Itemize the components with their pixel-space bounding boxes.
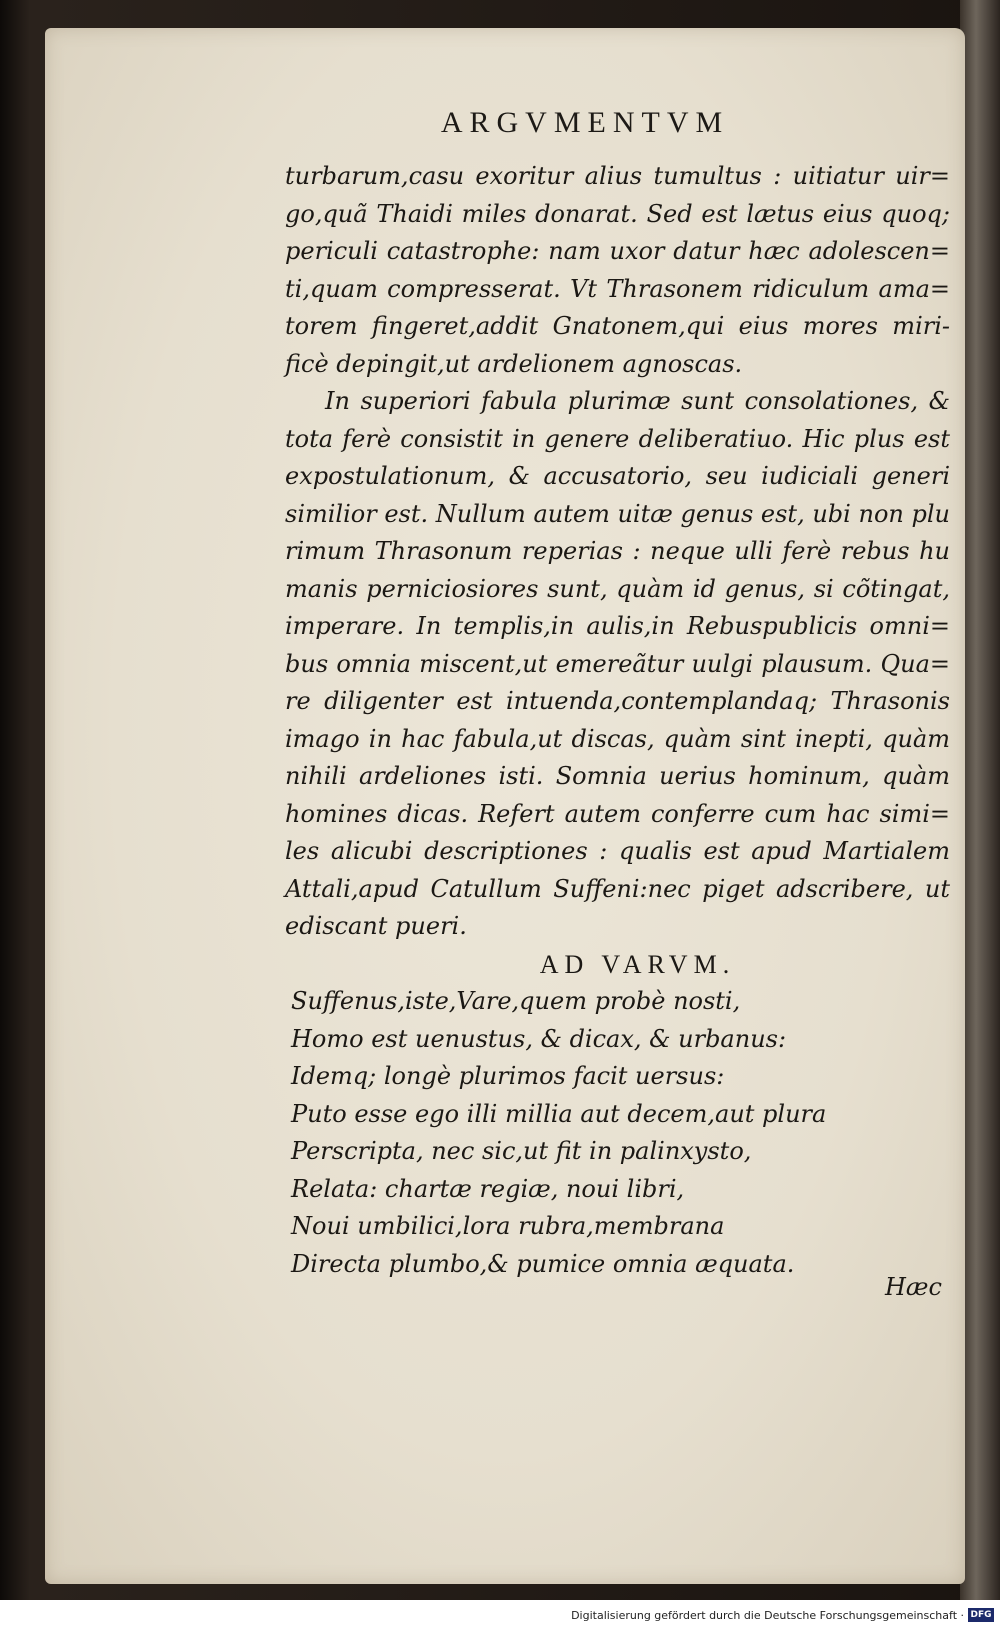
verse-line: Homo est uenustus, & dicax, & urbanus: xyxy=(291,1024,787,1053)
paragraph-2: In superiori fabula plurimæ sunt consolationes, & tota ferè consistit in genere deliberatiuo. Hic plus est expostulationum, & accusatorio, seu iudiciali generi similior est. Nullum autem uitæ genus est, ubi non plu rimum Thrasonum reperias : neque ulli ferè rebus hu manis perniciosiores sunt, quàm id genus, si cõtingat, imperare. In templis,in aulis,in Rebuspublicis omni= bus omnia miscent,ut emereãtur uulgi plausum. Qua= re diligenter est intuenda,contemplandaq; Thrasonis imago in hac fabula,ut discas, quàm sint inepti, quàm nihili ardeliones isti. Somnia uerius hominum, quàm homines dicas. Refert autem conferre cum hac simi= les alicubi descriptiones : qualis est apud Martialem Attali,apud Catullum Suffeni:nec piget adscribere, ut ediscant pueri. xyxy=(285,387,950,940)
running-head: ARGVMENTVM xyxy=(440,106,730,139)
book-page xyxy=(45,28,965,1584)
footer-bar xyxy=(0,1600,1000,1632)
verse-line: Puto esse ego illi millia aut decem,aut plura xyxy=(291,1099,827,1128)
poem-verse xyxy=(285,983,950,1283)
body-text xyxy=(285,158,950,1283)
verse-line: Directa plumbo,& pumice omnia æquata. xyxy=(291,1249,795,1278)
poem-heading: AD VARVM. xyxy=(539,949,736,979)
dfg-logo-icon: DFG xyxy=(968,1608,994,1622)
verse-line: Suffenus,iste,Vare,quem probè nosti, xyxy=(291,987,741,1015)
verse-line: Relata: chartæ regiæ, noui libri, xyxy=(291,1174,685,1203)
paragraph-1: turbarum,casu exoritur alius tumultus : uitiatur uir= go,quã Thaidi miles donarat. Sed est lætus eius quoq; periculi catastrophe: nam uxor datur hæc adolescen= ti,quam compresserat. Vt Thrasonem ridiculum ama= torem fingeret,addit Gnatonem,qui eius mores miri- ficè depingit,ut ardelionem agnoscas. xyxy=(285,162,950,378)
verse-line: Noui umbilici,lora rubra,membrana xyxy=(291,1212,725,1240)
catchword: Hæc xyxy=(885,1273,942,1301)
verse-line: Perscripta, nec sic,ut fit in palinxysto, xyxy=(291,1137,752,1165)
verse-line: Idemq; longè plurimos facit uersus: xyxy=(291,1062,725,1090)
digitization-credit: Digitalisierung gefördert durch die Deutsche Forschungsgemeinschaft · xyxy=(571,1609,964,1622)
book-binding-edge xyxy=(960,0,1000,1600)
